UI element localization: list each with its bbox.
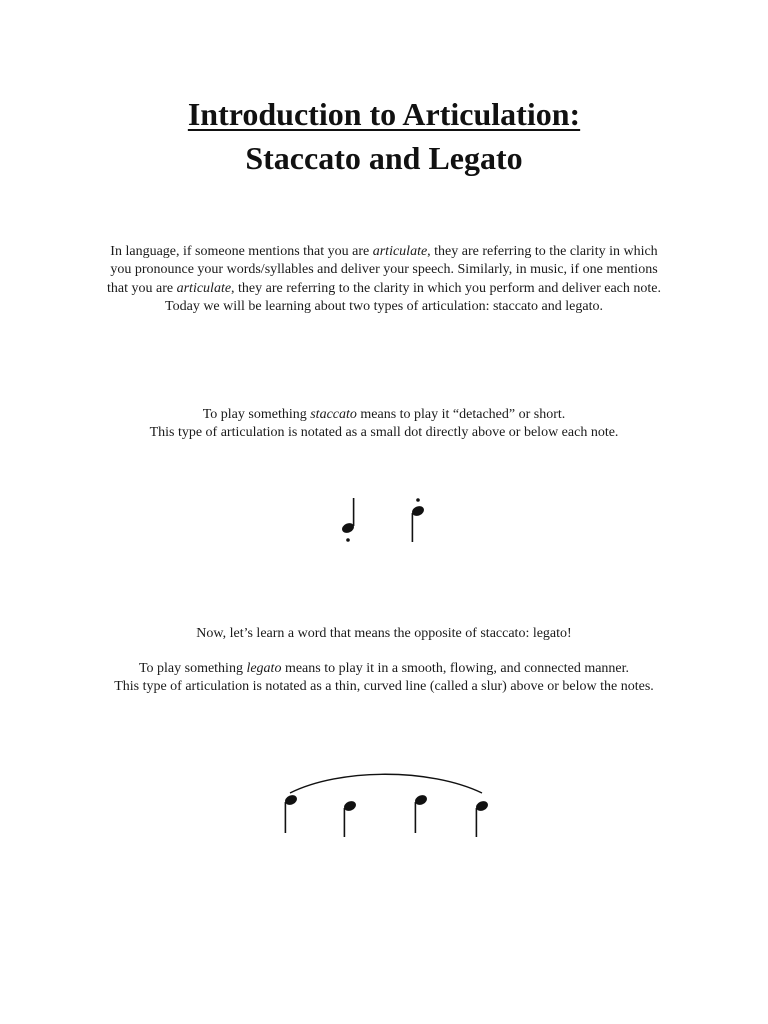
intro-emphasis-articulate-2: articulate <box>176 280 232 296</box>
staccato-line-2: This type of articulation is notated as a small dot directly above or below each note. <box>149 425 619 441</box>
legato-slur-notes-icon <box>270 760 500 850</box>
legato-paragraph <box>60 660 708 697</box>
staccato-note-stem-up <box>340 498 355 542</box>
slur-line <box>290 774 482 793</box>
legato-emphasis: legato <box>246 661 282 676</box>
legato-note-1 <box>283 793 298 833</box>
intro-line-3: that you are articulate, they are referring to the clarity in which you perform and deliver each note. <box>107 280 661 296</box>
staccato-note-stem-down <box>410 498 425 542</box>
staccato-emphasis: staccato <box>310 407 357 422</box>
staccato-paragraph <box>60 406 708 443</box>
intro-line-1: In language, if someone mentions that you are articulate, they are referring to the clarity in which <box>110 244 658 259</box>
intro-line-4: Today we will be learning about two types of articulation: staccato and legato. <box>165 298 603 314</box>
legato-note-2 <box>342 799 357 837</box>
intro-line-2: you pronounce your words/syllables and deliver your speech. Similarly, in music, if one mentions <box>110 262 658 278</box>
intro-paragraph <box>60 243 708 316</box>
page-title-line-2: Staccato and Legato <box>245 140 523 176</box>
legato-note-3 <box>413 793 428 833</box>
legato-note-4 <box>474 799 489 837</box>
legato-intro-line: Now, let’s learn a word that means the opposite of staccato: legato! <box>196 626 572 641</box>
legato-line-2: This type of articulation is notated as a thin, curved line (called a slur) above or below the notes. <box>114 679 654 695</box>
legato-line-1: To play something legato means to play it in a smooth, flowing, and connected manner. <box>138 661 630 676</box>
page-title-line-1 <box>0 94 768 134</box>
staccato-notes-icon <box>330 490 440 550</box>
title-underlined-text: Introduction to Articulation: <box>187 96 581 132</box>
staccato-line-1: To play something staccato means to play it “detached” or short. <box>202 407 566 422</box>
intro-emphasis-articulate: articulate <box>372 244 428 259</box>
